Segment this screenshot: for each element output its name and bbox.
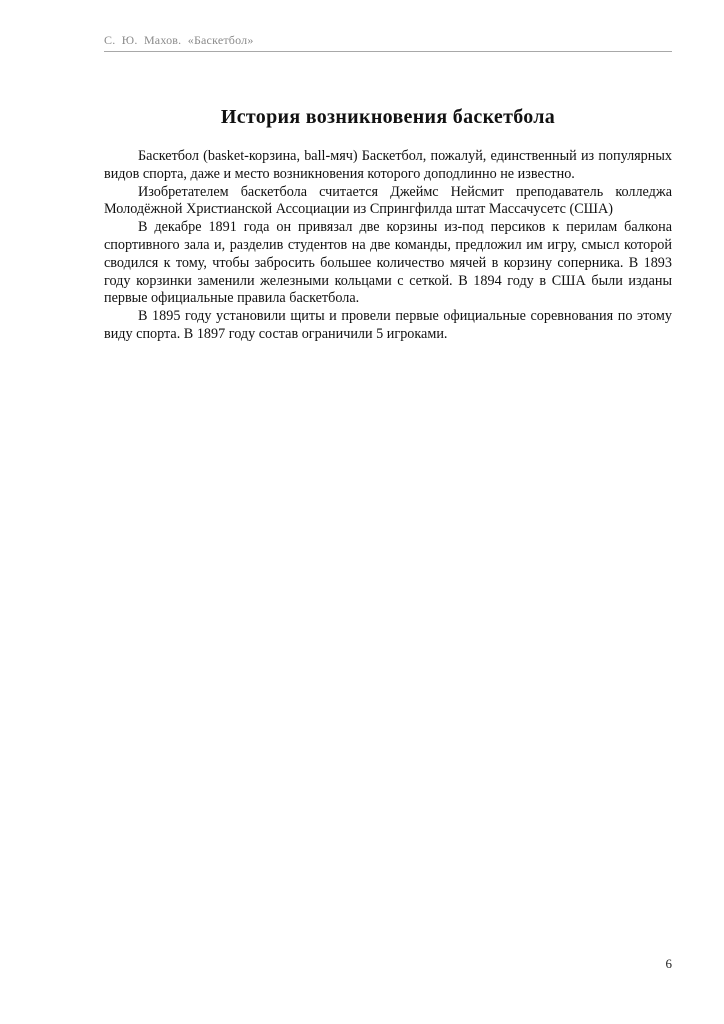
paragraph: Баскетбол (basket-корзина, ball-мяч) Баскетбол, пожалуй, единственный из популярных видов спорта, даже и место возникновения которого доподлинно не известно. — [104, 148, 672, 182]
running-header: С. Ю. Махов. «Баскетбол» — [104, 33, 254, 47]
page-title: История возникновения баскетбола — [220, 106, 556, 128]
header-divider — [104, 51, 672, 52]
paragraph: В 1895 году установили щиты и провели первые официальные соревнования по этому виду спорта. В 1897 году состав ограничили 5 игроками. — [104, 308, 672, 342]
paragraph: Изобретателем баскетбола считается Джеймс Нейсмит преподаватель колледжа Молодёжной Христианской Ассоциации из Спрингфилда штат Массачусетс (США) — [104, 183, 672, 218]
page-number: 6 — [665, 956, 672, 971]
paragraph: В декабре 1891 года он привязал две корзины из-под персиков к перилам балкона спортивного зала и, разделив студентов на две команды, предложил им игру, смысл которой сводился к тому, чтобы забросить большее количество мячей в корзину соперника. В 1893 году корзинки заменили железными кольцами с сеткой. В 1894 году в США были изданы первые официальные правила баскетбола. — [104, 219, 672, 307]
article-body — [104, 148, 672, 344]
